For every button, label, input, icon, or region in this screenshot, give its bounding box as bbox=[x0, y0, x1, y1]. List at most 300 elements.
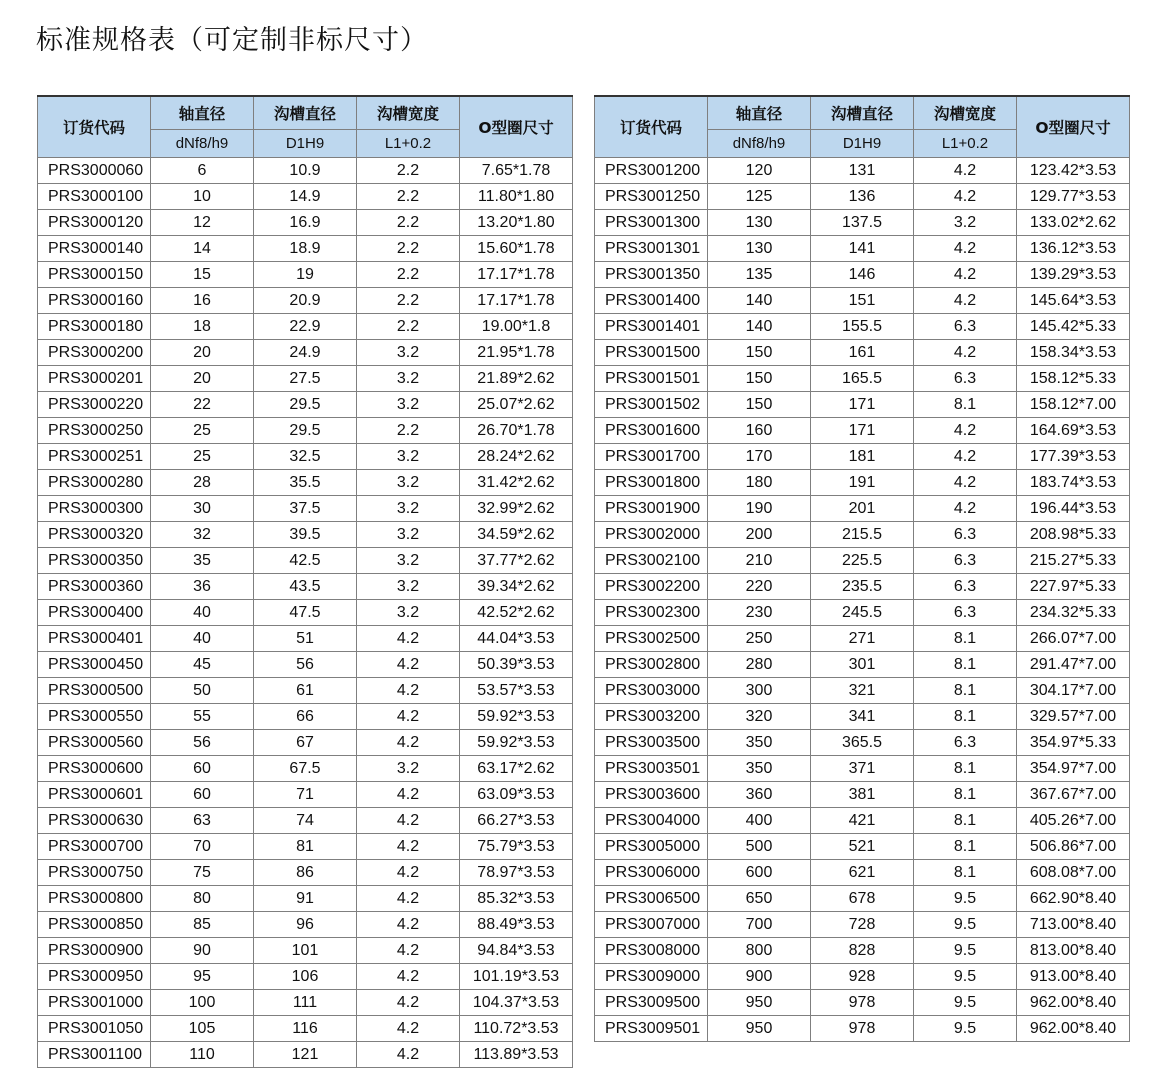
cell-groove-width: 4.2 bbox=[914, 288, 1017, 314]
table-row bbox=[595, 496, 1130, 522]
cell-groove-diameter: 29.5 bbox=[254, 418, 357, 444]
cell-shaft-diameter: 28 bbox=[151, 470, 254, 496]
cell-shaft-diameter: 85 bbox=[151, 912, 254, 938]
cell-oring-size: 133.02*2.62 bbox=[1017, 210, 1130, 236]
cell-groove-width: 8.1 bbox=[914, 392, 1017, 418]
cell-oring-size: 196.44*3.53 bbox=[1017, 496, 1130, 522]
cell-groove-diameter: 10.9 bbox=[254, 158, 357, 184]
cell-oring-size: 42.52*2.62 bbox=[460, 600, 573, 626]
cell-groove-diameter: 151 bbox=[811, 288, 914, 314]
cell-shaft-diameter: 95 bbox=[151, 964, 254, 990]
cell-shaft-diameter: 14 bbox=[151, 236, 254, 262]
cell-shaft-diameter: 950 bbox=[708, 1016, 811, 1042]
cell-order-code: PRS3000220 bbox=[38, 392, 151, 418]
cell-groove-width: 4.2 bbox=[914, 262, 1017, 288]
cell-oring-size: 39.34*2.62 bbox=[460, 574, 573, 600]
cell-order-code: PRS3000250 bbox=[38, 418, 151, 444]
cell-oring-size: 59.92*3.53 bbox=[460, 730, 573, 756]
table-row bbox=[38, 730, 573, 756]
table-row bbox=[595, 756, 1130, 782]
cell-shaft-diameter: 200 bbox=[708, 522, 811, 548]
header-groove-width: 沟槽宽度 bbox=[914, 96, 1017, 130]
table-row bbox=[38, 158, 573, 184]
cell-oring-size: 59.92*3.53 bbox=[460, 704, 573, 730]
cell-groove-width: 6.3 bbox=[914, 314, 1017, 340]
cell-groove-diameter: 171 bbox=[811, 418, 914, 444]
cell-oring-size: 44.04*3.53 bbox=[460, 626, 573, 652]
cell-groove-diameter: 171 bbox=[811, 392, 914, 418]
cell-groove-width: 2.2 bbox=[357, 288, 460, 314]
table-row bbox=[38, 1042, 573, 1068]
cell-order-code: PRS3000060 bbox=[38, 158, 151, 184]
cell-order-code: PRS3000630 bbox=[38, 808, 151, 834]
table-row bbox=[38, 262, 573, 288]
cell-order-code: PRS3000360 bbox=[38, 574, 151, 600]
cell-order-code: PRS3001501 bbox=[595, 366, 708, 392]
header-shaft-tolerance: dNf8/h9 bbox=[151, 130, 254, 158]
cell-oring-size: 713.00*8.40 bbox=[1017, 912, 1130, 938]
cell-oring-size: 354.97*7.00 bbox=[1017, 756, 1130, 782]
cell-shaft-diameter: 45 bbox=[151, 652, 254, 678]
cell-groove-diameter: 201 bbox=[811, 496, 914, 522]
cell-groove-width: 2.2 bbox=[357, 418, 460, 444]
cell-groove-diameter: 14.9 bbox=[254, 184, 357, 210]
cell-shaft-diameter: 35 bbox=[151, 548, 254, 574]
cell-shaft-diameter: 50 bbox=[151, 678, 254, 704]
cell-order-code: PRS3000200 bbox=[38, 340, 151, 366]
cell-order-code: PRS3001700 bbox=[595, 444, 708, 470]
cell-oring-size: 21.89*2.62 bbox=[460, 366, 573, 392]
cell-groove-width: 8.1 bbox=[914, 860, 1017, 886]
cell-order-code: PRS3001300 bbox=[595, 210, 708, 236]
cell-shaft-diameter: 55 bbox=[151, 704, 254, 730]
cell-groove-width: 4.2 bbox=[914, 418, 1017, 444]
table-row bbox=[595, 288, 1130, 314]
cell-groove-width: 6.3 bbox=[914, 522, 1017, 548]
cell-shaft-diameter: 140 bbox=[708, 288, 811, 314]
table-row bbox=[38, 600, 573, 626]
table-row bbox=[38, 886, 573, 912]
spec-table-right-body bbox=[595, 158, 1130, 1042]
table-row bbox=[38, 574, 573, 600]
cell-groove-diameter: 111 bbox=[254, 990, 357, 1016]
cell-shaft-diameter: 180 bbox=[708, 470, 811, 496]
cell-oring-size: 813.00*8.40 bbox=[1017, 938, 1130, 964]
page-title: 标准规格表（可定制非标尺寸） bbox=[36, 25, 428, 56]
cell-order-code: PRS3009501 bbox=[595, 1016, 708, 1042]
table-row bbox=[595, 912, 1130, 938]
cell-groove-width: 3.2 bbox=[357, 574, 460, 600]
cell-order-code: PRS3001050 bbox=[38, 1016, 151, 1042]
table-row bbox=[38, 782, 573, 808]
cell-order-code: PRS3000601 bbox=[38, 782, 151, 808]
cell-order-code: PRS3000700 bbox=[38, 834, 151, 860]
cell-oring-size: 662.90*8.40 bbox=[1017, 886, 1130, 912]
cell-order-code: PRS3000400 bbox=[38, 600, 151, 626]
cell-oring-size: 962.00*8.40 bbox=[1017, 1016, 1130, 1042]
cell-shaft-diameter: 220 bbox=[708, 574, 811, 600]
cell-oring-size: 78.97*3.53 bbox=[460, 860, 573, 886]
cell-order-code: PRS3001800 bbox=[595, 470, 708, 496]
cell-oring-size: 26.70*1.78 bbox=[460, 418, 573, 444]
table-row bbox=[595, 210, 1130, 236]
cell-order-code: PRS3000800 bbox=[38, 886, 151, 912]
cell-groove-width: 3.2 bbox=[357, 522, 460, 548]
cell-order-code: PRS3000201 bbox=[38, 366, 151, 392]
cell-groove-width: 6.3 bbox=[914, 730, 1017, 756]
cell-groove-diameter: 39.5 bbox=[254, 522, 357, 548]
cell-groove-diameter: 51 bbox=[254, 626, 357, 652]
cell-order-code: PRS3001900 bbox=[595, 496, 708, 522]
cell-shaft-diameter: 250 bbox=[708, 626, 811, 652]
cell-groove-diameter: 245.5 bbox=[811, 600, 914, 626]
cell-groove-diameter: 67 bbox=[254, 730, 357, 756]
cell-order-code: PRS3000120 bbox=[38, 210, 151, 236]
table-row bbox=[595, 860, 1130, 886]
cell-groove-diameter: 181 bbox=[811, 444, 914, 470]
cell-oring-size: 129.77*3.53 bbox=[1017, 184, 1130, 210]
cell-order-code: PRS3000100 bbox=[38, 184, 151, 210]
cell-shaft-diameter: 40 bbox=[151, 600, 254, 626]
cell-groove-diameter: 67.5 bbox=[254, 756, 357, 782]
cell-order-code: PRS3001301 bbox=[595, 236, 708, 262]
cell-order-code: PRS3008000 bbox=[595, 938, 708, 964]
table-row bbox=[595, 626, 1130, 652]
table-row bbox=[38, 184, 573, 210]
table-row bbox=[38, 366, 573, 392]
cell-shaft-diameter: 130 bbox=[708, 210, 811, 236]
cell-shaft-diameter: 650 bbox=[708, 886, 811, 912]
cell-shaft-diameter: 150 bbox=[708, 392, 811, 418]
cell-oring-size: 13.20*1.80 bbox=[460, 210, 573, 236]
cell-order-code: PRS3006500 bbox=[595, 886, 708, 912]
table-row bbox=[38, 210, 573, 236]
cell-groove-width: 3.2 bbox=[357, 392, 460, 418]
table-row bbox=[595, 730, 1130, 756]
cell-oring-size: 28.24*2.62 bbox=[460, 444, 573, 470]
cell-oring-size: 227.97*5.33 bbox=[1017, 574, 1130, 600]
cell-order-code: PRS3001600 bbox=[595, 418, 708, 444]
cell-groove-width: 4.2 bbox=[357, 730, 460, 756]
cell-groove-width: 6.3 bbox=[914, 574, 1017, 600]
cell-oring-size: 506.86*7.00 bbox=[1017, 834, 1130, 860]
cell-shaft-diameter: 350 bbox=[708, 756, 811, 782]
table-row bbox=[38, 444, 573, 470]
cell-oring-size: 354.97*5.33 bbox=[1017, 730, 1130, 756]
cell-groove-diameter: 621 bbox=[811, 860, 914, 886]
cell-groove-diameter: 421 bbox=[811, 808, 914, 834]
cell-order-code: PRS3000950 bbox=[38, 964, 151, 990]
cell-oring-size: 19.00*1.8 bbox=[460, 314, 573, 340]
cell-groove-width: 8.1 bbox=[914, 834, 1017, 860]
cell-groove-width: 4.2 bbox=[914, 496, 1017, 522]
cell-groove-diameter: 521 bbox=[811, 834, 914, 860]
cell-order-code: PRS3001200 bbox=[595, 158, 708, 184]
cell-groove-width: 3.2 bbox=[357, 444, 460, 470]
cell-groove-diameter: 235.5 bbox=[811, 574, 914, 600]
cell-oring-size: 304.17*7.00 bbox=[1017, 678, 1130, 704]
table-row bbox=[38, 808, 573, 834]
cell-order-code: PRS3003500 bbox=[595, 730, 708, 756]
cell-groove-width: 6.3 bbox=[914, 548, 1017, 574]
cell-oring-size: 158.12*7.00 bbox=[1017, 392, 1130, 418]
cell-groove-width: 3.2 bbox=[357, 366, 460, 392]
cell-order-code: PRS3002300 bbox=[595, 600, 708, 626]
cell-groove-width: 9.5 bbox=[914, 964, 1017, 990]
cell-groove-diameter: 191 bbox=[811, 470, 914, 496]
cell-oring-size: 215.27*5.33 bbox=[1017, 548, 1130, 574]
cell-order-code: PRS3001000 bbox=[38, 990, 151, 1016]
table-row bbox=[595, 418, 1130, 444]
cell-groove-diameter: 16.9 bbox=[254, 210, 357, 236]
cell-order-code: PRS3000450 bbox=[38, 652, 151, 678]
cell-groove-diameter: 81 bbox=[254, 834, 357, 860]
cell-groove-diameter: 381 bbox=[811, 782, 914, 808]
cell-shaft-diameter: 60 bbox=[151, 756, 254, 782]
cell-shaft-diameter: 125 bbox=[708, 184, 811, 210]
cell-shaft-diameter: 6 bbox=[151, 158, 254, 184]
cell-shaft-diameter: 63 bbox=[151, 808, 254, 834]
cell-shaft-diameter: 120 bbox=[708, 158, 811, 184]
table-row bbox=[595, 574, 1130, 600]
cell-oring-size: 104.37*3.53 bbox=[460, 990, 573, 1016]
cell-order-code: PRS3009000 bbox=[595, 964, 708, 990]
cell-groove-diameter: 37.5 bbox=[254, 496, 357, 522]
cell-groove-diameter: 19 bbox=[254, 262, 357, 288]
table-row bbox=[595, 678, 1130, 704]
cell-oring-size: 34.59*2.62 bbox=[460, 522, 573, 548]
cell-oring-size: 17.17*1.78 bbox=[460, 288, 573, 314]
cell-groove-diameter: 321 bbox=[811, 678, 914, 704]
cell-groove-width: 4.2 bbox=[357, 938, 460, 964]
cell-oring-size: 145.42*5.33 bbox=[1017, 314, 1130, 340]
cell-order-code: PRS3001502 bbox=[595, 392, 708, 418]
cell-shaft-diameter: 32 bbox=[151, 522, 254, 548]
cell-shaft-diameter: 210 bbox=[708, 548, 811, 574]
cell-groove-width: 2.2 bbox=[357, 184, 460, 210]
table-row bbox=[595, 366, 1130, 392]
cell-order-code: PRS3000150 bbox=[38, 262, 151, 288]
cell-order-code: PRS3000850 bbox=[38, 912, 151, 938]
cell-order-code: PRS3000160 bbox=[38, 288, 151, 314]
cell-shaft-diameter: 90 bbox=[151, 938, 254, 964]
cell-groove-width: 4.2 bbox=[914, 470, 1017, 496]
cell-shaft-diameter: 10 bbox=[151, 184, 254, 210]
cell-order-code: PRS3003000 bbox=[595, 678, 708, 704]
cell-groove-width: 3.2 bbox=[357, 340, 460, 366]
cell-groove-width: 9.5 bbox=[914, 886, 1017, 912]
table-row bbox=[38, 756, 573, 782]
table-row bbox=[38, 990, 573, 1016]
cell-groove-diameter: 96 bbox=[254, 912, 357, 938]
cell-shaft-diameter: 950 bbox=[708, 990, 811, 1016]
cell-oring-size: 75.79*3.53 bbox=[460, 834, 573, 860]
table-row bbox=[595, 444, 1130, 470]
cell-order-code: PRS3009500 bbox=[595, 990, 708, 1016]
cell-oring-size: 123.42*3.53 bbox=[1017, 158, 1130, 184]
cell-oring-size: 17.17*1.78 bbox=[460, 262, 573, 288]
cell-groove-width: 2.2 bbox=[357, 236, 460, 262]
cell-groove-width: 4.2 bbox=[357, 626, 460, 652]
cell-shaft-diameter: 230 bbox=[708, 600, 811, 626]
table-row bbox=[38, 834, 573, 860]
cell-groove-width: 8.1 bbox=[914, 782, 1017, 808]
cell-groove-width: 4.2 bbox=[357, 912, 460, 938]
cell-shaft-diameter: 150 bbox=[708, 366, 811, 392]
cell-oring-size: 37.77*2.62 bbox=[460, 548, 573, 574]
table-row bbox=[595, 340, 1130, 366]
cell-groove-diameter: 141 bbox=[811, 236, 914, 262]
cell-shaft-diameter: 15 bbox=[151, 262, 254, 288]
cell-groove-width: 9.5 bbox=[914, 990, 1017, 1016]
cell-groove-width: 4.2 bbox=[914, 158, 1017, 184]
cell-groove-diameter: 271 bbox=[811, 626, 914, 652]
cell-groove-width: 4.2 bbox=[914, 340, 1017, 366]
cell-groove-width: 8.1 bbox=[914, 808, 1017, 834]
cell-oring-size: 405.26*7.00 bbox=[1017, 808, 1130, 834]
cell-groove-width: 4.2 bbox=[357, 704, 460, 730]
header-groove-diameter: 沟槽直径 bbox=[254, 96, 357, 130]
cell-groove-diameter: 215.5 bbox=[811, 522, 914, 548]
header-groove-diameter: 沟槽直径 bbox=[811, 96, 914, 130]
cell-groove-width: 4.2 bbox=[914, 236, 1017, 262]
cell-order-code: PRS3002500 bbox=[595, 626, 708, 652]
cell-shaft-diameter: 900 bbox=[708, 964, 811, 990]
table-row bbox=[595, 522, 1130, 548]
cell-groove-width: 6.3 bbox=[914, 366, 1017, 392]
cell-oring-size: 63.09*3.53 bbox=[460, 782, 573, 808]
table-row bbox=[38, 652, 573, 678]
cell-oring-size: 101.19*3.53 bbox=[460, 964, 573, 990]
cell-oring-size: 145.64*3.53 bbox=[1017, 288, 1130, 314]
cell-order-code: PRS3001250 bbox=[595, 184, 708, 210]
cell-groove-width: 4.2 bbox=[357, 834, 460, 860]
cell-groove-diameter: 35.5 bbox=[254, 470, 357, 496]
cell-groove-diameter: 161 bbox=[811, 340, 914, 366]
cell-shaft-diameter: 140 bbox=[708, 314, 811, 340]
cell-groove-diameter: 365.5 bbox=[811, 730, 914, 756]
cell-order-code: PRS3001500 bbox=[595, 340, 708, 366]
table-row bbox=[595, 236, 1130, 262]
cell-order-code: PRS3003600 bbox=[595, 782, 708, 808]
cell-shaft-diameter: 25 bbox=[151, 418, 254, 444]
cell-groove-diameter: 66 bbox=[254, 704, 357, 730]
header-oring-size: O型圈尺寸 bbox=[1017, 96, 1130, 158]
cell-groove-diameter: 146 bbox=[811, 262, 914, 288]
cell-groove-diameter: 225.5 bbox=[811, 548, 914, 574]
cell-shaft-diameter: 190 bbox=[708, 496, 811, 522]
cell-oring-size: 291.47*7.00 bbox=[1017, 652, 1130, 678]
cell-shaft-diameter: 300 bbox=[708, 678, 811, 704]
cell-groove-width: 8.1 bbox=[914, 626, 1017, 652]
cell-order-code: PRS3001350 bbox=[595, 262, 708, 288]
cell-groove-diameter: 928 bbox=[811, 964, 914, 990]
cell-groove-diameter: 978 bbox=[811, 1016, 914, 1042]
cell-groove-width: 3.2 bbox=[357, 756, 460, 782]
header-groove-diameter-tolerance: D1H9 bbox=[254, 130, 357, 158]
cell-shaft-diameter: 800 bbox=[708, 938, 811, 964]
cell-groove-diameter: 61 bbox=[254, 678, 357, 704]
cell-oring-size: 113.89*3.53 bbox=[460, 1042, 573, 1068]
cell-shaft-diameter: 135 bbox=[708, 262, 811, 288]
table-row bbox=[38, 704, 573, 730]
cell-order-code: PRS3006000 bbox=[595, 860, 708, 886]
cell-groove-width: 4.2 bbox=[357, 782, 460, 808]
cell-groove-width: 4.2 bbox=[914, 444, 1017, 470]
cell-order-code: PRS3005000 bbox=[595, 834, 708, 860]
cell-order-code: PRS3001401 bbox=[595, 314, 708, 340]
cell-oring-size: 234.32*5.33 bbox=[1017, 600, 1130, 626]
cell-order-code: PRS3000750 bbox=[38, 860, 151, 886]
cell-groove-width: 3.2 bbox=[914, 210, 1017, 236]
table-row bbox=[595, 808, 1130, 834]
cell-groove-width: 9.5 bbox=[914, 912, 1017, 938]
cell-oring-size: 158.12*5.33 bbox=[1017, 366, 1130, 392]
cell-shaft-diameter: 320 bbox=[708, 704, 811, 730]
cell-groove-diameter: 74 bbox=[254, 808, 357, 834]
table-row bbox=[38, 626, 573, 652]
cell-groove-diameter: 106 bbox=[254, 964, 357, 990]
cell-oring-size: 25.07*2.62 bbox=[460, 392, 573, 418]
cell-order-code: PRS3000500 bbox=[38, 678, 151, 704]
cell-order-code: PRS3000300 bbox=[38, 496, 151, 522]
cell-shaft-diameter: 500 bbox=[708, 834, 811, 860]
cell-shaft-diameter: 350 bbox=[708, 730, 811, 756]
cell-groove-diameter: 20.9 bbox=[254, 288, 357, 314]
table-row bbox=[38, 392, 573, 418]
table-row bbox=[595, 1016, 1130, 1042]
cell-groove-diameter: 91 bbox=[254, 886, 357, 912]
cell-groove-width: 4.2 bbox=[357, 1042, 460, 1068]
cell-shaft-diameter: 80 bbox=[151, 886, 254, 912]
cell-groove-width: 2.2 bbox=[357, 262, 460, 288]
cell-groove-diameter: 32.5 bbox=[254, 444, 357, 470]
cell-order-code: PRS3000550 bbox=[38, 704, 151, 730]
cell-oring-size: 63.17*2.62 bbox=[460, 756, 573, 782]
table-row bbox=[595, 964, 1130, 990]
cell-groove-width: 4.2 bbox=[357, 860, 460, 886]
table-row bbox=[38, 340, 573, 366]
cell-groove-width: 3.2 bbox=[357, 496, 460, 522]
cell-oring-size: 177.39*3.53 bbox=[1017, 444, 1130, 470]
cell-shaft-diameter: 100 bbox=[151, 990, 254, 1016]
cell-groove-width: 4.2 bbox=[357, 886, 460, 912]
cell-groove-width: 3.2 bbox=[357, 548, 460, 574]
cell-oring-size: 962.00*8.40 bbox=[1017, 990, 1130, 1016]
cell-groove-diameter: 678 bbox=[811, 886, 914, 912]
cell-shaft-diameter: 16 bbox=[151, 288, 254, 314]
cell-groove-diameter: 101 bbox=[254, 938, 357, 964]
table-row bbox=[595, 314, 1130, 340]
cell-groove-width: 8.1 bbox=[914, 678, 1017, 704]
cell-groove-diameter: 42.5 bbox=[254, 548, 357, 574]
cell-shaft-diameter: 25 bbox=[151, 444, 254, 470]
table-row bbox=[38, 678, 573, 704]
table-row bbox=[595, 938, 1130, 964]
cell-oring-size: 208.98*5.33 bbox=[1017, 522, 1130, 548]
cell-groove-diameter: 18.9 bbox=[254, 236, 357, 262]
cell-shaft-diameter: 700 bbox=[708, 912, 811, 938]
cell-groove-width: 8.1 bbox=[914, 652, 1017, 678]
cell-oring-size: 7.65*1.78 bbox=[460, 158, 573, 184]
cell-oring-size: 53.57*3.53 bbox=[460, 678, 573, 704]
table-row bbox=[38, 964, 573, 990]
cell-oring-size: 367.67*7.00 bbox=[1017, 782, 1130, 808]
cell-groove-diameter: 43.5 bbox=[254, 574, 357, 600]
cell-oring-size: 329.57*7.00 bbox=[1017, 704, 1130, 730]
table-row bbox=[38, 288, 573, 314]
cell-oring-size: 85.32*3.53 bbox=[460, 886, 573, 912]
